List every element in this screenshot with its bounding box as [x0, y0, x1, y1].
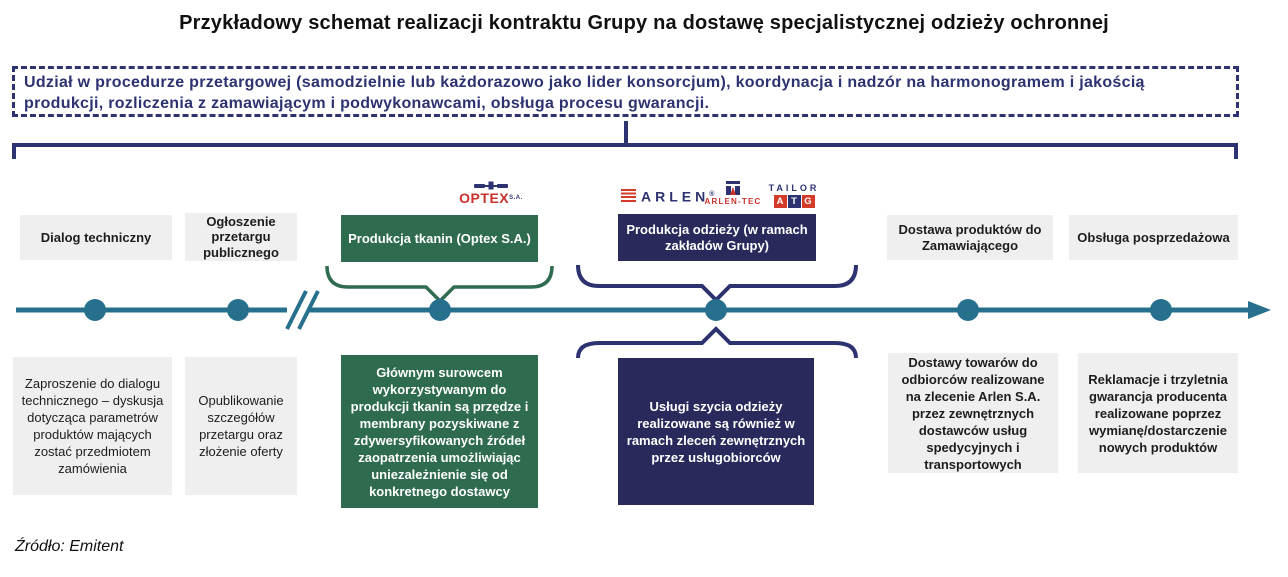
tailor-wordmark: TAILOR: [768, 183, 820, 193]
optex-suffix: S.A.: [509, 195, 523, 201]
optex-logo: [452, 181, 530, 205]
arlen-stripes-icon: [621, 189, 636, 203]
stage-detail-produkcja-tkanin: Głównym surowcem wykorzystywanym do produkcji tkanin są przędze i membrany pozyskiwane z zdywersyfikowanych źródeł zaopatrzenia umożliwiając uniezależnienie się od konkretnego dostawcy: [341, 355, 538, 508]
arlen-tec-tower-icon: [726, 181, 740, 195]
fabric-brace: [327, 266, 552, 301]
atg-blocks: [774, 195, 815, 208]
atg-block-t: T: [788, 195, 801, 208]
milestone-dot-5: [957, 299, 979, 321]
stage-label-produkcja-odziezy: Produkcja odzieży (w ramach zakładów Grupy): [618, 214, 816, 261]
arlen-tec-logo: [701, 181, 765, 206]
timeline-break-slash-2: [299, 291, 318, 329]
arlen-wordmark: ARLEN: [641, 188, 710, 205]
atg-block-g: G: [802, 195, 815, 208]
milestone-dot-4: [705, 299, 727, 321]
optex-shuttle-icon: [474, 181, 508, 190]
tailor-atg-logo: [766, 183, 822, 208]
arlen-registered-mark: ®: [709, 191, 715, 198]
scope-bracket: [14, 145, 1236, 159]
stage-label-ogloszenie-przetargu: Ogłoszenie przetargu publicznego: [185, 213, 297, 261]
optex-logo-text: [459, 191, 523, 205]
responsibility-banner: [12, 66, 1239, 117]
stage-label-produkcja-tkanin: Produkcja tkanin (Optex S.A.): [341, 215, 538, 262]
milestone-dot-3: [429, 299, 451, 321]
milestone-dot-2: [227, 299, 249, 321]
timeline-arrowhead: [1248, 301, 1271, 319]
stage-label-dialog-techniczny: Dialog techniczny: [20, 215, 172, 260]
milestone-dot-1: [84, 299, 106, 321]
stage-label-dostawa-produktow: Dostawa produktów do Zamawiającego: [887, 215, 1053, 260]
stage-label-obsluga-posprzedazowa: Obsługa posprzedażowa: [1069, 215, 1238, 260]
stage-detail-ogloszenie-przetargu: Opublikowanie szczegółów przetargu oraz złożenie oferty: [185, 357, 297, 495]
stage-detail-obsluga-posprzedazowa: Reklamacje i trzyletnia gwarancja producenta realizowane poprzez wymianę/dostarczenie nowych produktów: [1078, 353, 1238, 473]
clothing-brace-bottom: [578, 329, 856, 358]
milestone-dot-6: [1150, 299, 1172, 321]
stage-detail-dostawa-produktow: Dostawy towarów do odbiorców realizowane na zlecenie Arlen S.A. przez zewnętrznych dostawców usług spedycyjnych i transportowych: [888, 353, 1058, 473]
page-title: Przykładowy schemat realizacji kontraktu Grupy na dostawę specjalistycznej odzieży ochronnej: [179, 12, 1109, 34]
optex-wordmark: OPTEX: [459, 190, 510, 206]
atg-block-a: A: [774, 195, 787, 208]
clothing-brace-top: [578, 265, 856, 300]
source-note: Źródło: Emitent: [15, 538, 124, 555]
stage-detail-produkcja-odziezy: Usługi szycia odzieży realizowane są również w ramach zleceń zewnętrznych przez usługobiorców: [618, 358, 814, 505]
timeline-break-slash-1: [287, 291, 306, 329]
arlen-tec-logo-text: ARLEN-TEC: [704, 197, 762, 206]
stage-detail-dialog-techniczny: Zaproszenie do dialogu technicznego – dyskusja dotycząca parametrów produktów mających zostać przedmiotem zamówienia: [13, 357, 172, 495]
responsibility-banner-text: Udział w procedurze przetargowej (samodzielnie lub każdorazowo jako lider konsorcjum), koordynacja i nadzór na harmonogramem i jakością produkcji, rozliczenia z zamawiającym i podwykonawcami, obsługa procesu gwarancji.: [24, 74, 1145, 112]
